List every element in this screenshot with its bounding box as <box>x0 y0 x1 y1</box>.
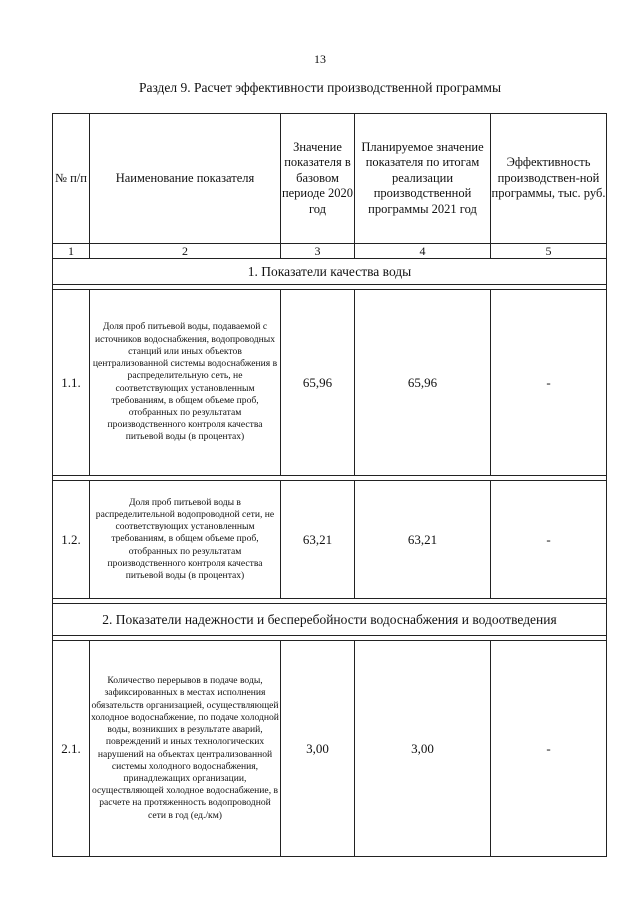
header-col-base-value: Значение показателя в базовом периоде 2020 год <box>281 114 355 244</box>
row-number: 1.1. <box>53 290 90 476</box>
table-row <box>53 641 607 857</box>
row-indicator-name: Доля проб питьевой воды в распределительной водопроводной сети, не соответствующих установленным требованиям, в общем объеме проб, отобранных по результатам производственного контроля качества питьевой воды (в процентах) <box>90 481 281 599</box>
column-number-row <box>53 244 607 259</box>
column-number: 5 <box>491 244 607 259</box>
section-header: 2. Показатели надежности и бесперебойности водоснабжения и водоотведения <box>53 604 607 636</box>
row-indicator-name: Доля проб питьевой воды, подаваемой с источников водоснабжения, водопроводных станций или иных объектов централизованной системы водоснабжения в распределительную сеть, не соответствующих установленным требованиям, в общем объеме проб, отобранных по результатам производственного контроля качества питьевой воды (в процентах) <box>90 290 281 476</box>
table-row <box>53 481 607 599</box>
table-row <box>53 290 607 476</box>
row-number: 2.1. <box>53 641 90 857</box>
column-number: 3 <box>281 244 355 259</box>
column-number: 4 <box>355 244 491 259</box>
section-header: 1. Показатели качества воды <box>53 259 607 285</box>
row-efficiency: - <box>491 481 607 599</box>
row-planned-value: 63,21 <box>355 481 491 599</box>
row-efficiency: - <box>491 641 607 857</box>
header-col-name: Наименование показателя <box>90 114 281 244</box>
section-header-row <box>53 259 607 285</box>
row-base-value: 3,00 <box>281 641 355 857</box>
row-planned-value: 65,96 <box>355 290 491 476</box>
section-title: Раздел 9. Расчет эффективности производственной программы <box>138 80 502 95</box>
row-base-value: 65,96 <box>281 290 355 476</box>
row-efficiency: - <box>491 290 607 476</box>
table-header-row <box>53 114 607 244</box>
efficiency-table <box>52 113 607 857</box>
column-number: 2 <box>90 244 281 259</box>
header-col-number: № п/п <box>53 114 90 244</box>
page-number: 13 <box>314 52 326 66</box>
row-number: 1.2. <box>53 481 90 599</box>
row-planned-value: 3,00 <box>355 641 491 857</box>
row-base-value: 63,21 <box>281 481 355 599</box>
header-col-planned-value: Планируемое значение показателя по итогам реализации производственной программы 2021 год <box>355 114 491 244</box>
header-col-efficiency: Эффективность производствен-ной программы, тыс. руб. <box>491 114 607 244</box>
section-header-row <box>53 604 607 636</box>
row-indicator-name: Количество перерывов в подаче воды, зафиксированных в местах исполнения обязательств организацией, осуществляющей холодное водоснабжение, по подаче холодной воды, возникших в результате аварий, повреждений и иных технологических нарушений на объектах централизованной системы холодного водоснабжения, принадлежащих организации, осуществляющей холодное водоснабжение, в расчете на протяженность водопроводной сети в год (ед./км) <box>90 641 281 857</box>
column-number: 1 <box>53 244 90 259</box>
